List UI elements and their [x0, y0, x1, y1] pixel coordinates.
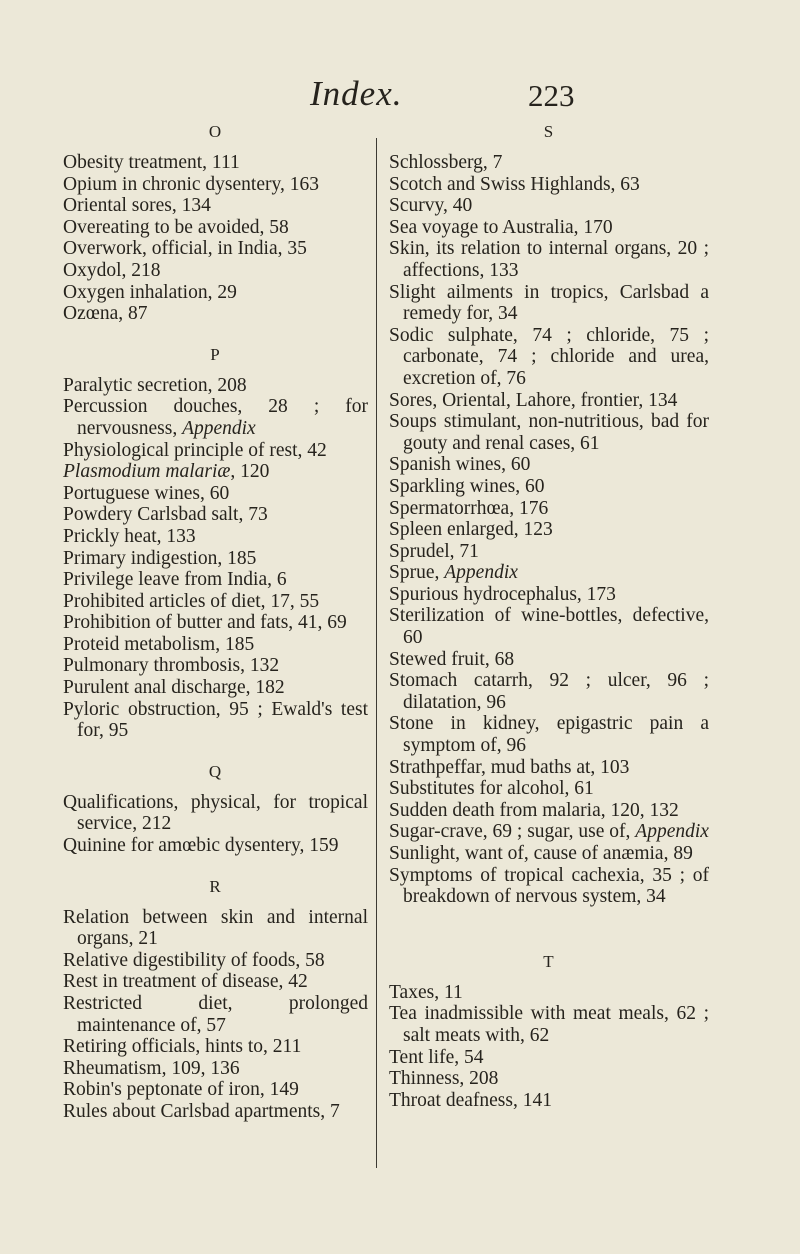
index-entry: Skin, its relation to internal organs, 20 ; affections, 133	[389, 238, 709, 281]
index-entry: Sterilization of wine-bottles, defective, 60	[389, 605, 709, 649]
index-entry: Scotch and Swiss Highlands, 63	[389, 173, 640, 195]
index-entry: Tea inadmissible with meat meals, 62 ; salt meats with, 62	[389, 1003, 709, 1046]
index-entry: Slight ailments in tropics, Carlsbad a remedy for, 34	[389, 281, 709, 325]
index-entry: Sprue, Appendix	[389, 562, 518, 584]
page-number: 223	[528, 78, 575, 113]
section-letter: T	[543, 951, 555, 971]
index-entry: Thinness, 208	[389, 1068, 499, 1090]
index-entry: Primary indigestion, 185	[63, 547, 257, 569]
index-entry: Oriental sores, 134	[63, 195, 211, 217]
section-letter: S	[543, 122, 555, 141]
index-entry: Retiring officials, hints to, 211	[63, 1036, 302, 1058]
index-entry: Relative digestibility of foods, 58	[63, 949, 325, 971]
index-entry: Plasmodium malariæ, 120	[63, 461, 270, 483]
index-entry: Opium in chronic dysentery, 163	[63, 173, 319, 195]
section-letter: O	[208, 122, 223, 141]
index-entry: Schlossberg, 7	[389, 152, 503, 173]
section-p	[63, 343, 368, 742]
index-entry: Sugar-crave, 69 ; sugar, use of, Appendix	[389, 821, 709, 843]
index-entry: Purulent anal discharge, 182	[63, 677, 285, 699]
index-entry: Relation between skin and internal organs, 21	[63, 906, 368, 950]
index-entry: Spurious hydrocephalus, 173	[389, 583, 616, 605]
index-entry: Robin's peptonate of iron, 149	[63, 1079, 299, 1101]
index-entry: Strathpeffar, mud baths at, 103	[389, 756, 630, 778]
index-entry: Proteid metabolism, 185	[63, 633, 255, 655]
index-entry: Restricted diet, prolonged maintenance of, 57	[63, 993, 368, 1036]
page-header	[0, 74, 800, 114]
index-entry: Sodic sulphate, 74 ; chloride, 75 ; carbonate, 74 ; chloride and urea, excretion of, 76	[389, 324, 709, 389]
index-entry: Physiological principle of rest, 42	[63, 439, 327, 461]
index-entry: Rheumatism, 109, 136	[63, 1057, 240, 1079]
index-entry: Oxygen inhalation, 29	[63, 281, 237, 303]
index-entry: Overwork, official, in India, 35	[63, 238, 307, 260]
index-entry: Spermatorrhœa, 176	[389, 497, 549, 519]
index-entry: Oxydol, 218	[63, 259, 161, 281]
index-entry: Tent life, 54	[389, 1046, 484, 1068]
index-entry: Pyloric obstruction, 95 ; Ewald's test for, 95	[63, 698, 368, 742]
section-q	[63, 760, 368, 857]
index-entry: Rest in treatment of disease, 42	[63, 971, 308, 993]
section-letter: P	[210, 344, 221, 364]
index-entry: Prickly heat, 133	[63, 525, 196, 547]
index-entry: Powdery Carlsbad salt, 73	[63, 504, 268, 526]
index-entry: Ozœna, 87	[63, 303, 148, 325]
column-divider	[376, 138, 377, 1168]
index-entry: Substitutes for alcohol, 61	[389, 778, 594, 800]
index-entry: Sudden death from malaria, 120, 132	[389, 799, 679, 821]
index-entry: Stewed fruit, 68	[389, 648, 515, 670]
index-entry: Portuguese wines, 60	[63, 482, 230, 504]
index-entry: Qualifications, physical, for tropical service, 212	[63, 791, 368, 835]
index-entry: Stone in kidney, epigastric pain a symptom of, 96	[389, 713, 709, 757]
index-entry: Throat deafness, 141	[389, 1089, 552, 1111]
index-entry: Stomach catarrh, 92 ; ulcer, 96 ; dilatation, 96	[389, 670, 709, 713]
index-entry: Soups stimulant, non-nutritious, bad for gouty and renal cases, 61	[389, 411, 709, 454]
section-o	[63, 120, 368, 325]
index-entry: Scurvy, 40	[389, 195, 473, 217]
index-entry: Overeating to be avoided, 58	[63, 216, 289, 238]
index-entry: Sores, Oriental, Lahore, frontier, 134	[389, 389, 678, 411]
left-column	[63, 120, 368, 1141]
index-entry: Quinine for amœbic dysentery, 159	[63, 835, 339, 857]
right-column	[389, 120, 709, 1129]
index-entry: Obesity treatment, 111	[63, 152, 240, 173]
index-entry: Symptoms of tropical cachexia, 35 ; of breakdown of nervous system, 34	[389, 864, 709, 908]
section-s	[389, 120, 709, 908]
index-entry: Spleen enlarged, 123	[389, 519, 553, 541]
index-entry: Sparkling wines, 60	[389, 475, 545, 497]
index-entry: Paralytic secretion, 208	[63, 374, 247, 396]
running-title: Index.	[310, 74, 403, 113]
index-entry: Privilege leave from India, 6	[63, 569, 287, 591]
index-entry: Prohibition of butter and fats, 41, 69	[63, 612, 347, 634]
index-entry: Sprudel, 71	[389, 540, 479, 562]
section-t	[389, 950, 709, 1112]
index-entry: Sunlight, want of, cause of anæmia, 89	[389, 843, 693, 864]
index-entry: Spanish wines, 60	[389, 454, 531, 476]
section-letter: R	[209, 876, 222, 896]
index-entry: Taxes, 11	[389, 981, 463, 1003]
index-entry: Sea voyage to Australia, 170	[389, 216, 613, 238]
section-letter: Q	[208, 761, 223, 781]
index-entry: Prohibited articles of diet, 17, 55	[63, 590, 320, 612]
index-entry: Rules about Carlsbad apartments, 7	[63, 1100, 340, 1122]
index-entry: Percussion douches, 28 ; for nervousness, Appendix	[63, 396, 368, 439]
section-r	[63, 875, 368, 1123]
index-entry: Pulmonary thrombosis, 132	[63, 655, 280, 677]
